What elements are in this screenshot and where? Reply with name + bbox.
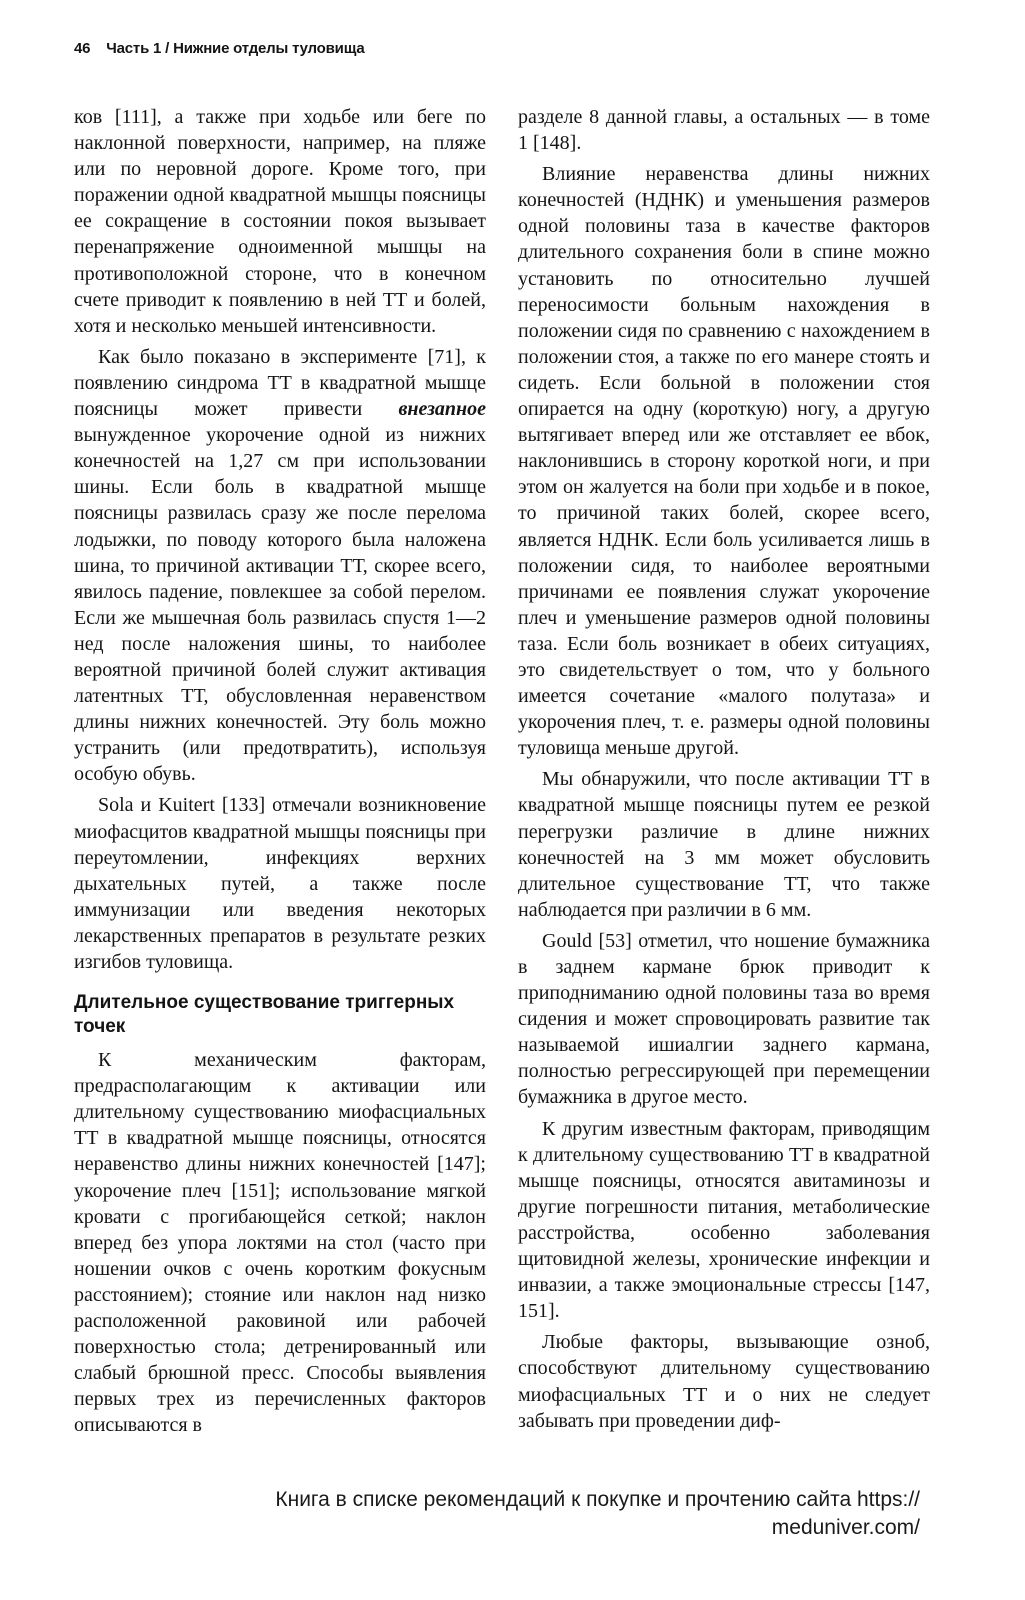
running-header [74, 40, 364, 57]
footer-line: meduniver.com/ [771, 1516, 920, 1539]
site-footer-note [150, 1486, 920, 1542]
page-number: 46 [74, 40, 91, 57]
paragraph: разделе 8 данной главы, а остальных — в томе 1 [148]. [518, 106, 930, 155]
emphasis: внезапное [398, 398, 486, 421]
section-heading: Длительное существование триггерных точек [74, 992, 455, 1038]
right-column [518, 104, 930, 1439]
paragraph: Sola и Kuitert [133] отмечали возникновение миофасцитов квадратной мышцы поясницы при переутомлении, инфекциях верхних дыхательных путей, а также после иммунизации или введения некоторых лекарственных препаратов в результате резких изгибов туловища. [74, 794, 486, 973]
paragraph: К механическим факторам, предрасполагающим к активации или длительному существованию миофасциальных ТТ в квадратной мышце поясницы, относятся неравенство длины нижних конечностей [147]; укорочение плеч [151]; использование мягкой кровати с прогибающейся сеткой; наклон вперед без упора локтями на стол (часто при ношении очков с очень коротким фокусным расстоянием); стояние или наклон над низко расположенной раковиной или рабочей поверхностью стола; детренированный или слабый брюшной пресс. Способы выявления первых трех из перечисленных факторов описываются в [74, 1049, 486, 1437]
paragraph [74, 344, 486, 788]
left-column [74, 104, 486, 1444]
paragraph: Gould [53] отметил, что ношение бумажника в заднем кармане брюк приводит к приподниманию одной половины таза во время сидения и может спровоцировать развитие так называемой ишиалгии заднего кармана, полностью регрессирующей при перемещении бумажника в другое место. [518, 929, 930, 1109]
paragraph-text: вынужденное укорочение одной из нижних конечностей на 1,27 см при использовании шины. Если боль в квадратной мышце поясницы развилась сразу же после перелома лодыжки, по поводу которого была наложена шина, то причиной активации ТТ, скорее всего, явилось падение, повлекшее за собой перелом. Если же мышечная боль развилась спустя 1—2 нед после наложения шины, то наиболее вероятной причиной болей служит активация латентных ТТ, обусловленная неравенством длины нижних конечностей. Эту боль можно устранить (или предотвратить), используя особую обувь. [74, 424, 486, 786]
paragraph: К другим известным факторам, приводящим к длительному существованию ТТ в квадратной мышце поясницы, относятся авитаминозы и другие погрешности питания, метаболические расстройства, особенно заболевания щитовидной железы, хронические инфекции и инвазии, а также эмоциональные стрессы [147, 151]. [518, 1117, 930, 1323]
footer-line: Книга в списке рекомендаций к покупке и прочтению сайта https:// [275, 1488, 920, 1511]
paragraph: Любые факторы, вызывающие озноб, способствуют длительному существованию миофасциальных ТТ и о них не следует забывать при проведении диф- [518, 1331, 930, 1432]
paragraph-text: Как было показано в эксперименте [71], к появлению синдрома ТТ в квадратной мышце поясницы может привести [74, 345, 486, 421]
paragraph: Мы обнаружили, что после активации ТТ в квадратной мышце поясницы путем ее резкой перегрузки различие в длине нижних конечностей на 3 мм может обусловить длительное существование ТТ, что также наблюдается при различии в 6 мм. [518, 768, 930, 921]
paragraph: Влияние неравенства длины нижних конечностей (НДНК) и уменьшения размеров одной половины таза в качестве факторов длительного сохранения боли в спине можно установить по относительно лучшей переносимости больным нахождения в положении сидя по сравнению с нахождением в положении стоя, а также по его манере стоять и сидеть. Если больной в положении стоя опирается на одну (короткую) ногу, а другую вытягивает вперед или же отставляет ее вбок, наклонившись в сторону короткой ноги, и при этом он жалуется на боли при ходьбе и в покое, то причиной таких болей, скорее всего, является НДНК. Если боль усиливается лишь в положении сидя, то наиболее вероятными причинами ее появления служат укорочение плеч и уменьшение размеров одной половины таза. Если боль возникает в обеих ситуациях, это свидетельствует о том, что у больного имеется сочетание «малого полутаза» и укорочения плеч, т. е. размеры одной половины туловища меньше другой. [518, 163, 930, 760]
paragraph: ков [111], а также при ходьбе или беге по наклонной поверхности, например, на пляже или по неровной дороге. Кроме того, при поражении одной квадратной мышцы поясницы ее сокращение в состоянии покоя вызывает перенапряжение одноименной мышцы на противоположной стороне, что в конечном счете приводит к появлению в ней ТТ и болей, хотя и несколько меньшей интенсивности. [74, 106, 486, 337]
running-title: Часть 1 / Нижние отделы туловища [106, 40, 365, 57]
